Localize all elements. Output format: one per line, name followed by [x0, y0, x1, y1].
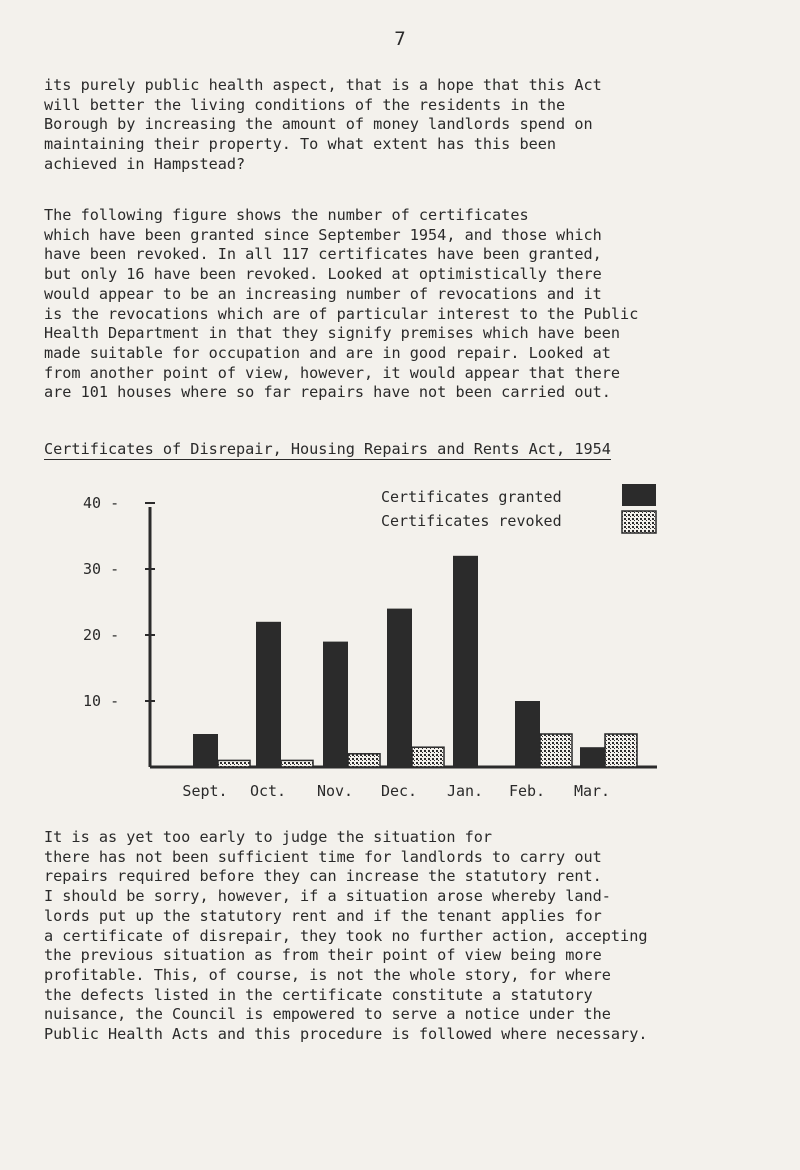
bar-granted — [387, 609, 412, 767]
bar-revoked — [348, 754, 380, 767]
paragraph-conclusion: It is as yet too early to judge the situation for there has not been sufficient time for landlords to carry out repairs required before they can increase the statutory rent. I should be sorry, however, if a situation arose whereby land- lords put up the statutory rent and if the tenant applies for a certificate of disrepair, they took no further action, accepting the previous situation as from their point of view being more profitable. This, of course, is not the whole story, for where the defects listed in the certificate constitute a statutory nuisance, the Council is empowered to serve a notice under the Public Health Acts and this procedure is followed where necessary. — [44, 828, 648, 1044]
bar-granted — [256, 622, 281, 767]
legend-label-granted: Certificates granted — [381, 488, 562, 506]
legend-label-revoked: Certificates revoked — [381, 512, 562, 530]
bar-revoked — [218, 760, 250, 767]
paragraph-figure-description: The following figure shows the number of certificates which have been granted since September 1954, and those which have been revoked. In all 117 certificates have been granted, but only 16 have been revoked. Looked at optimistically there would appear to be an increasing number of revocations and it is the revocations which are of particular interest to the Public Health Department in that they signify premises which have been made suitable for occupation and are in good repair. Looked at from another point of view, however, it would appear that there are 101 houses where so far repairs have not been carried out. — [44, 206, 639, 402]
x-tick-label: Dec. — [380, 782, 418, 800]
x-tick-label: Mar. — [573, 782, 611, 800]
paragraph-intro: its purely public health aspect, that is a hope that this Act will better the living conditions of the residents in the Borough by increasing the amount of money landlords spend on maintaining their property. To what extent has this been achieved in Hampstead? — [44, 76, 602, 173]
bar-revoked — [540, 734, 572, 767]
page-number: 7 — [394, 28, 406, 50]
x-tick-label: Oct. — [249, 782, 287, 800]
bar-revoked — [281, 760, 313, 767]
x-tick-label: Jan. — [446, 782, 484, 800]
legend-swatch-revoked — [622, 511, 656, 533]
chart-title: Certificates of Disrepair, Housing Repairs and Rents Act, 1954 — [44, 440, 611, 458]
bar-granted — [193, 734, 218, 767]
x-tick-label: Feb. — [508, 782, 546, 800]
bar-revoked — [605, 734, 637, 767]
y-tick-label: 30 - — [83, 560, 120, 578]
legend-swatch-granted — [622, 484, 656, 506]
y-tick-label: 10 - — [83, 692, 120, 710]
bar-granted — [453, 556, 478, 767]
y-tick-label: 40 - — [83, 494, 120, 512]
bar-revoked — [412, 747, 444, 767]
x-tick-label: Sept. — [182, 782, 228, 800]
bar-granted — [580, 747, 605, 767]
y-tick-label: 20 - — [83, 626, 120, 644]
bar-granted — [515, 701, 540, 767]
bar-chart — [0, 470, 800, 800]
bar-granted — [323, 642, 348, 767]
x-tick-label: Nov. — [316, 782, 354, 800]
